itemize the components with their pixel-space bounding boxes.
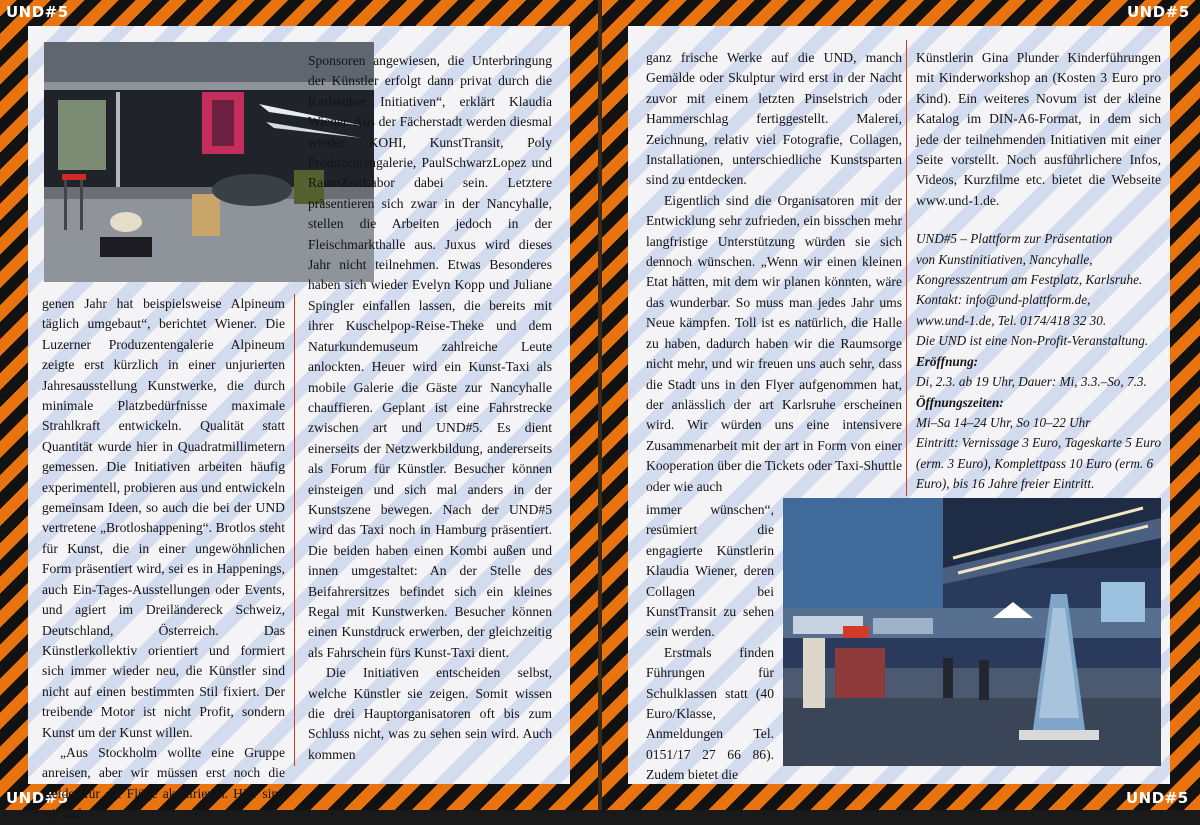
left-column-2 (308, 51, 552, 765)
right-column-1 (646, 48, 902, 497)
exhibition-photo-right (783, 498, 1161, 766)
nancyhalle-picture (783, 498, 1161, 766)
info-line-3: Kongresszentrum am Festplatz, Karlsruhe. (916, 272, 1143, 288)
left-column-1 (42, 294, 285, 825)
right-column-2 (916, 48, 1161, 495)
opening-text: Di, 2.3. ab 19 Uhr, Dauer: Mi, 3.3.–So, 7.3. (916, 374, 1147, 390)
logo-top-right: UND#5 (1127, 3, 1190, 21)
right-col1-wrap-paragraph-1: immer wünschen“, resümiert die engagierte Künstlerin Klaudia Wiener, deren Collagen bei KunstTransit zu sehen sein werden. (646, 502, 774, 640)
right-col1-paragraph-1: ganz frische Werke auf die UND, manch Gemälde oder Skulptur wird erst in der Nacht zuvor mit einem letzten Pinselstrich oder Hammerschlag fertiggestellt. Malerei, Zeichnung, relativ viel Fotografie, Collagen, Installationen, unterschiedliche Kunstsparten sind zu entdecken. (646, 50, 902, 188)
hours-line-1: Mi–Sa 14–24 Uhr, So 10–22 Uhr (916, 414, 1091, 430)
hours-line-3: (erm. 3 Euro), Komplettpass 10 Euro (erm. 6 (916, 455, 1154, 471)
hours-line-4: Euro), bis 16 Jahre freier Eintritt. (916, 476, 1095, 492)
hours-line-2: Eintritt: Vernissage 3 Euro, Tageskarte 5 Euro (916, 435, 1162, 451)
right-col2-paragraph-1: Künstlerin Gina Plunder Kinderführungen mit Kinderworkshop an (Kosten 3 Euro pro Kind). Ein weiteres Novum ist der kleine Katalog im DIN-A6-Format, in dem sich jede der teilnehmenden Initiativen mit einer Seite vorstellt. Noch ausführlichere Infos, Videos, Kurzfilme etc. bietet die Webseite www.und-1.de. (916, 50, 1161, 208)
left-page (0, 0, 598, 822)
logo-bottom-right: UND#5 (1126, 789, 1189, 807)
hours-heading: Öffnungszeiten: (916, 394, 1004, 410)
right-text-panel (628, 26, 1170, 784)
right-column-1-wrap (646, 500, 774, 786)
right-col1-wrap-paragraph-2: Erstmals finden Führungen für Schulklassen statt (40 Euro/Klasse, Anmeldungen Tel. 0151/17 27 66 86). Zudem bietet die (646, 644, 774, 783)
column-rule-left (294, 294, 295, 766)
right-page (602, 0, 1200, 810)
opening-heading: Eröffnung: (916, 353, 979, 369)
info-line-1: UND#5 – Plattform zur Präsentation (916, 231, 1113, 247)
right-col1-paragraph-2: Eigentlich sind die Organisatoren mit der Entwicklung sehr zufrieden, ein bisschen mehr langfristige Unterstützung würden sie sich dennoch wünschen. „Wenn wir einen kleinen Etat hätten, mit dem wir planen könnten, wäre das wunderbar. So muss man jedes Jahr ums Neue kämpfen. Toll ist es natürlich, die Halle zu haben, dadurch haben wir die Raumsorge nicht mehr, und wir freuen uns auch sehr, dass die Stadt uns in den Flyer aufgenommen hat, der anlässlich der art Karlsruhe erscheinen wird. Wir würden uns eine intensivere Zusammenarbeit mit der art in Form von einer Kooperation über die Tickets oder Taxi-Shuttle oder wie auch (646, 192, 902, 494)
info-line-4: Kontakt: info@und-plattform.de, (916, 292, 1091, 308)
left-col1-paragraph-2: „Aus Stockholm wollte eine Gruppe anreisen, aber wir müssen erst noch die Gelder für die Flüge akquirieren. Hier sind wir auf (42, 744, 285, 822)
column-rule-right (906, 40, 907, 496)
left-col2-paragraph-1: Sponsoren angewiesen, die Unterbringung der Künstler erfolgt dann privat durch die Karlsruher Initiativen“, erklärt Klaudia Wiener. Aus der Fächerstadt werden diesmal wieder KOHI, KunstTransit, Poly Produzentengalerie, PaulSchwarzLopez und RaumZeitLabor dabei sein. Letztere präsentieren sich zwar in der Nancyhalle, stellen die Arbeiten jedoch in der Fleischmarkthalle aus. Juxus wird dieses Jahr nicht teilnehmen. Etwas Besonderes haben sich wieder Evelyn Kopp und Juliane Spingler einfallen lassen, die bereits mit ihrer Kuschelpop-Reise-Theke und dem Naturkundemuseum zahlreiche Leute anlockten. Heuer wird ein Kunst-Taxi als mobile Galerie die Gäste zur Nancyhalle chauffieren. Geplant ist eine Fahrstrecke zwischen art und UND#5. Es dient einerseits der Netzwerkbildung, andererseits als Forum für Künstler. Besucher können einsteigen und sich mal anders in der Kunstszene bewegen. Nach der UND#5 wird das Taxi noch in Hamburg präsentiert. Die beiden haben einen Kombi außen und innen umgestaltet: An der Stelle des Beifahrersitzes befindet sich ein kleines Regal mit Kunstwerken. Besucher können einen Kunstdruck erwerben, der gleichzeitig als Fahrschein fürs Kunst-Taxi dient. (308, 53, 552, 660)
left-text-panel (28, 26, 570, 822)
info-line-5: www.und-1.de, Tel. 0174/418 32 30. (916, 312, 1107, 328)
info-line-6: Die UND ist eine Non-Profit-Veranstaltung. (916, 333, 1149, 349)
left-col1-paragraph-1: genen Jahr hat beispielsweise Alpineum täglich umgebaut“, berichtet Wiener. Die Luzerner Produzentengalerie Alpineum zeigte erst kürzlich in einer unjurierten Jahresausstellung Kunstwerke, die durch minimale Platzbedürfnisse maximale Strahlkraft entwickeln. Qualität statt Quantität wurde hier in Quadratmillimetern gemessen. Die Initiativen arbeiten häufig experimentell, probieren aus und entwickeln gemeinsam Ideen, so auch die bei der UND vertretene „Brotloshappening“. Brotlos steht für Kunst, die in einer ungewöhnlichen Form präsentiert wird, sei es in Happenings, auch Ein-Tages-Ausstellungen oder Events, und agiert im Dreiländereck Schweiz, Deutschland, Österreich. Das Künstlerkollektiv orientiert und formiert sich immer wieder neu, die Künstler sind nicht auf einen bestimmten Stil fixiert. Der treibende Motor ist nicht Profit, sondern Kunst um der Kunst willen. (42, 296, 285, 740)
logo-bottom-left: UND#5 (6, 789, 69, 807)
event-info-box (916, 229, 1161, 494)
info-line-2: von Kunstinitiativen, Nancyhalle, (916, 251, 1093, 267)
left-col2-paragraph-2: Die Initiativen entscheiden selbst, welche Künstler sie zeigen. Somit wissen die drei Hauptorganisatoren oft bis zum Schluss nicht, was zu sehen sein wird. Auch kommen (308, 665, 552, 762)
logo-top-left: UND#5 (6, 3, 69, 21)
